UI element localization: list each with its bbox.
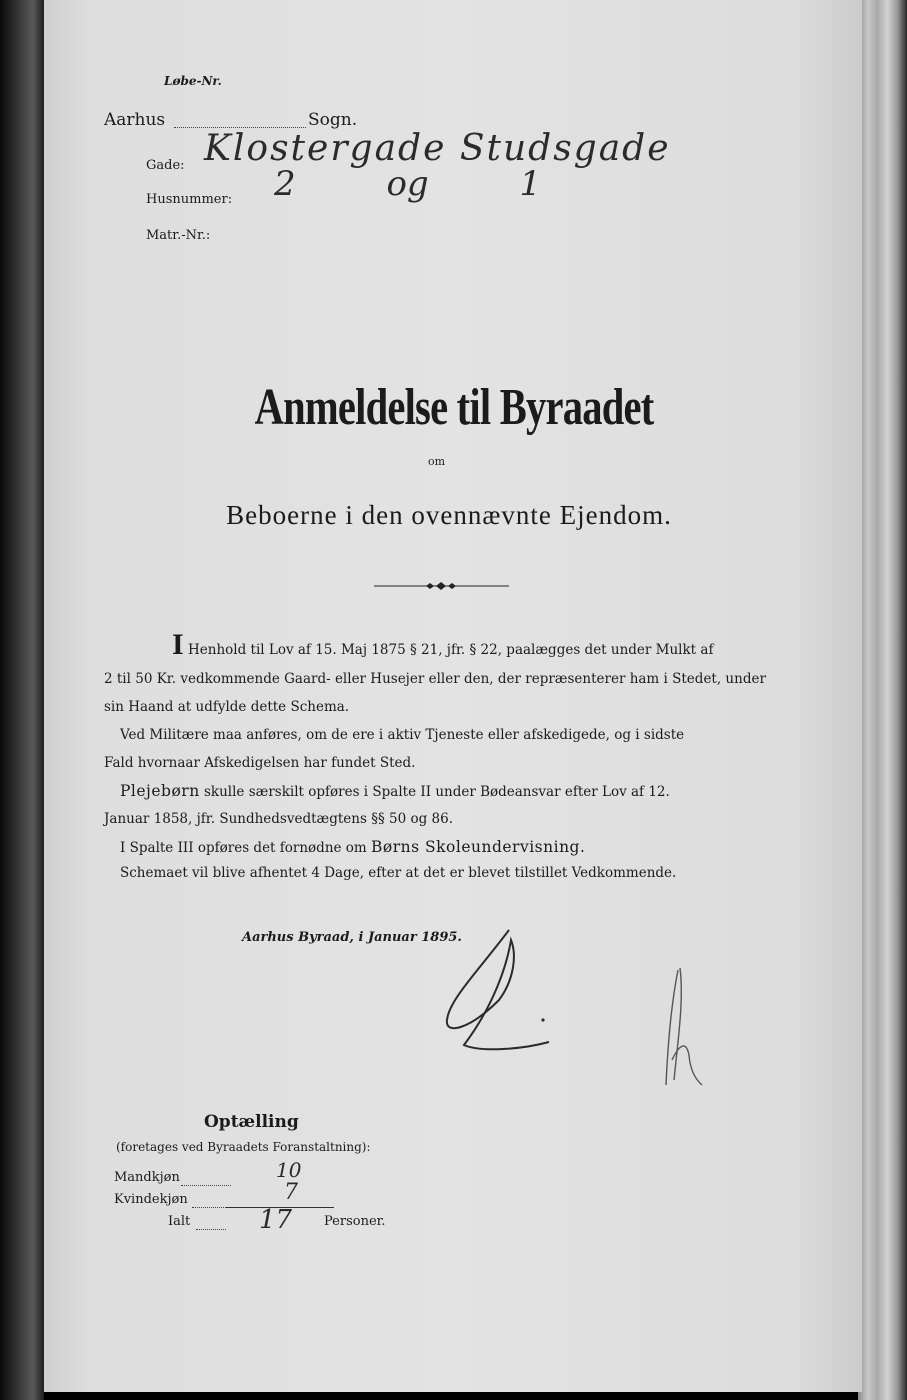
paragraph-initial: I [172,628,184,661]
ialt-label: Ialt [168,1214,191,1229]
paragraph-2-line-1: Ved Militære maa anføres, om de ere i aktiv Tjeneste eller afskedigede, og i sidste [120,727,685,743]
handwritten-initials [654,960,714,1090]
paragraph-3-line-1-text: skulle særskilt opføres i Spalte II under Bødeansvar efter Lov af 12. [203,784,670,800]
husnummer-handwritten-value: 2 og 1 [274,164,542,204]
title-connector-om: om [428,455,446,468]
lobe-nr-label: Løbe-Nr. [164,74,222,88]
husnummer-label: Husnummer: [146,192,233,207]
mandkjon-value: 10 [276,1158,302,1182]
sogn-label: Sogn. [308,110,358,130]
subtitle: Beboerne i den ovennævnte Ejendom. [226,500,672,530]
gade-handwritten-value: Klostergade Studsgade [204,128,671,169]
paragraph-5: Schemaet vil blive afhentet 4 Dage, efter at det er blevet tilstillet Vedkommende. [120,865,677,881]
paragraph-3-line-2: Januar 1858, jfr. Sundhedsvedtægtens §§ 50 og 86. [104,811,453,827]
city-dotted-line [174,114,306,128]
book-binding-left [0,0,44,1400]
mandkjon-label: Mandkjøn [114,1170,180,1185]
count-subtitle: (foretages ved Byraadets Foranstaltning): [116,1140,371,1154]
paragraph-4-text: I Spalte III opføres det fornødne om [120,840,367,856]
document-page [44,0,862,1392]
count-title: Optælling [204,1112,299,1132]
city-label: Aarhus [104,110,166,130]
signature-line: Aarhus Byraad, i Januar 1895. [242,930,462,945]
paragraph-1-line-2: 2 til 50 Kr. vedkommende Gaard- eller Husejer eller den, der repræsenterer ham i Stedet, under [104,671,766,687]
paragraph-3-line-1 [120,778,670,805]
book-page-stack-right [858,0,907,1400]
handwritten-signature [439,920,559,1060]
kvindekjon-value: 7 [284,1180,298,1205]
paragraph-1-line-3: sin Haand at udfylde dette Schema. [104,699,350,715]
kvindekjon-label: Kvindekjøn [114,1192,188,1207]
ialt-value: 17 [259,1205,293,1235]
ialt-dots [196,1216,226,1230]
paragraph-2-line-2: Fald hvornaar Afskedigelsen har fundet Sted. [104,755,416,771]
paragraph-1-line-1 [172,628,714,663]
paragraph-4 [120,834,585,861]
borns-skoleundervisning-emphasis: Børns Skoleundervisning. [371,838,586,856]
personer-label: Personer. [324,1214,386,1229]
matr-nr-label: Matr.-Nr.: [146,228,211,243]
main-title: Anmeldelse til Byraadet [254,379,654,436]
gade-label: Gade: [146,158,185,173]
kvindekjon-dots [192,1194,232,1208]
mandkjon-dots [181,1172,231,1186]
paragraph-1-line-1-text: Henhold til Lov af 15. Maj 1875 § 21, jfr. § 22, paalægges det under Mulkt af [187,642,714,658]
ornamental-divider [374,578,509,594]
plejeborn-emphasis: Plejebørn [120,782,200,800]
